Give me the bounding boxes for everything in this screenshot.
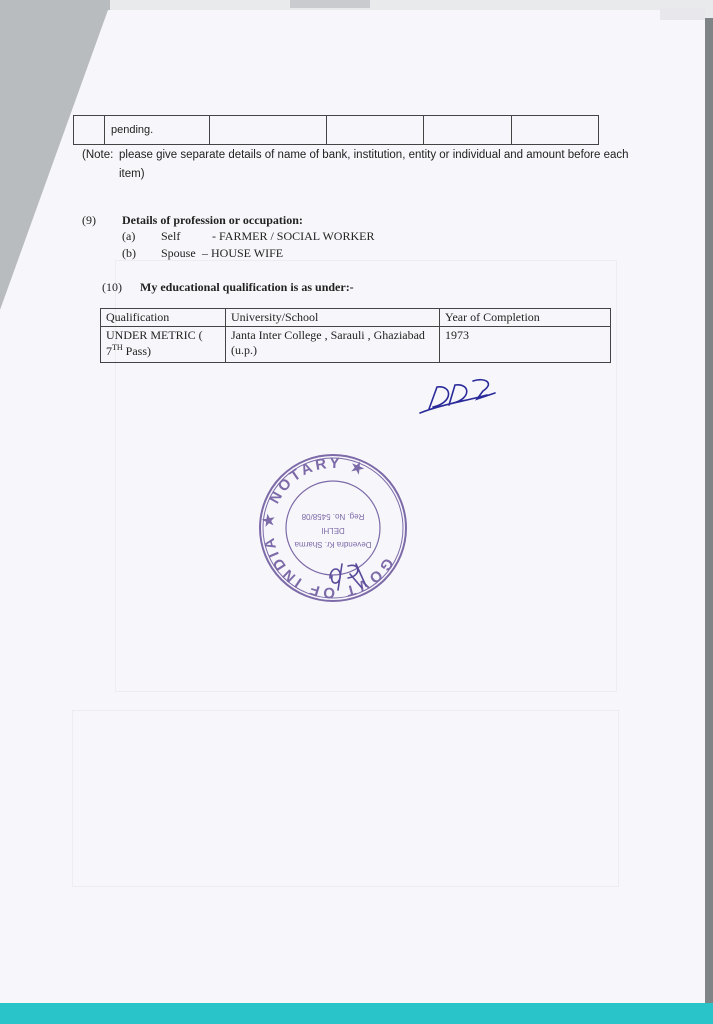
cell-school: Janta Inter College , Sarauli , Ghaziabad (u.p.) [226, 327, 440, 363]
note-label: (Note: [82, 149, 114, 161]
svg-text:Devendra Kr. Sharma: Devendra Kr. Sharma [294, 540, 372, 549]
table-header-row [101, 309, 611, 327]
cell-qualification: UNDER METRIC ( 7TH Pass) [101, 327, 226, 363]
svg-text:DELHI: DELHI [321, 526, 345, 535]
item-b-marker: (b) [122, 246, 136, 260]
item-b-label: Spouse [161, 246, 196, 260]
svg-text:Reg. No. 5458/08: Reg. No. 5458/08 [301, 512, 365, 521]
handwritten-signature [415, 375, 505, 420]
binder-clip [290, 0, 370, 8]
svg-text:GOVT OF INDIA ★ NOTARY ★: GOVT OF INDIA ★ NOTARY ★ [259, 454, 397, 602]
bleed-through-table-2 [72, 710, 619, 887]
pending-table [73, 115, 599, 145]
note-block [82, 146, 642, 184]
item-a-value: - FARMER / SOCIAL WORKER [212, 229, 375, 243]
item-a-marker: (a) [122, 229, 136, 243]
item-b-value: – HOUSE WIFE [202, 246, 284, 260]
page-edge [660, 8, 705, 20]
header-school: University/School [226, 309, 440, 327]
header-qualification: Qualification [101, 309, 226, 327]
section-10-number: (10) [102, 280, 122, 294]
item-a-label: Self [161, 229, 181, 243]
section-9-title: Details of profession or occupation: [122, 213, 303, 227]
note-text: please give separate details of name of bank, institution, entity or individual and amount before each item) [119, 149, 629, 180]
header-year: Year of Completion [440, 309, 611, 327]
education-table [100, 308, 611, 363]
table-row [101, 327, 611, 363]
table-row [74, 116, 599, 145]
section-10-heading [102, 280, 354, 295]
pending-cell: pending. [105, 116, 210, 145]
section-9-number: (9) [82, 213, 96, 227]
scan-bottom-edge [0, 1003, 713, 1024]
stamp-initials [326, 560, 372, 594]
section-10-title: My educational qualification is as under:- [140, 280, 354, 294]
cell-year: 1973 [440, 327, 611, 363]
